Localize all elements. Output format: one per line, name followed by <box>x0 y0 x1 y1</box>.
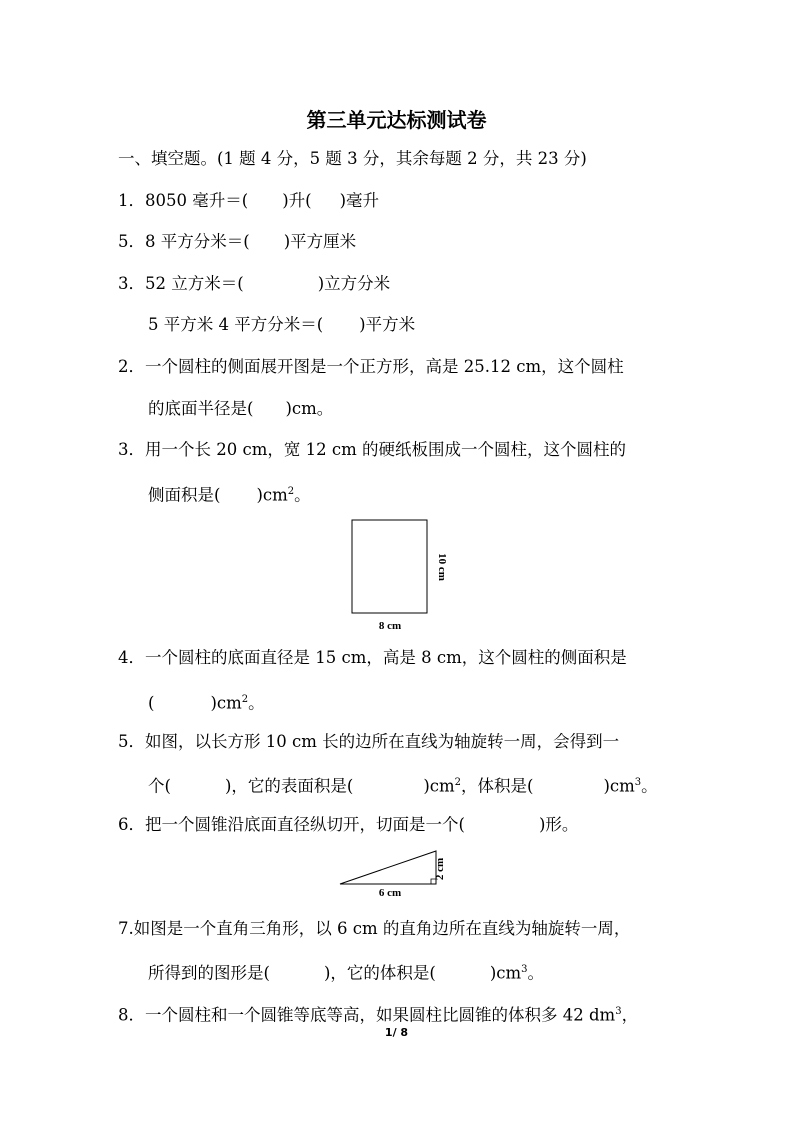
question-1-line-1: 1．8050 毫升＝( )升( )毫升 <box>118 191 379 210</box>
question-4-line-2: ( )$cm^2$。 <box>148 693 265 713</box>
question-8-line-1: 8．一个圆柱和一个圆锥等底等高，如果圆柱比圆锥的体积多 42 $dm^3$， <box>118 1005 639 1025</box>
question-1-line-2: 5．8 平方分米＝( )平方厘米 <box>118 232 357 251</box>
question-number: 5． <box>118 232 145 251</box>
question-1-line-3: 3．52 立方米＝( )立方分米 <box>118 274 391 293</box>
section-heading: 一、填空题。(1 题 4 分，5 题 3 分，其余每题 2 分，共 23 分) <box>118 149 587 168</box>
question-number: 3． <box>118 274 145 293</box>
question-4-line-1: 4．一个圆柱的底面直径是 15 cm，高是 8 cm，这个圆柱的侧面积是 <box>118 648 627 667</box>
rectangle-width-label: 8 cm <box>378 620 402 632</box>
question-1-line-4: 5 平方米 4 平方分米＝( )平方米 <box>148 315 416 334</box>
page-number: 1/ 8 <box>384 1026 409 1039</box>
right-triangle-figure <box>338 848 458 900</box>
question-2-line-2: 的底面半径是( )cm。 <box>148 399 334 418</box>
triangle-height-label: 2 cm <box>434 857 446 881</box>
question-number: 5． <box>118 732 145 751</box>
question-number: 7. <box>118 919 134 938</box>
question-7-line-2: 所得到的图形是( )，它的体积是( )$cm^3$。 <box>148 963 545 983</box>
question-number: 3． <box>118 440 145 459</box>
question-6: 6．把一个圆锥沿底面直径纵切开，切面是一个( )形。 <box>118 815 579 834</box>
question-3-line-1: 3．用一个长 20 cm，宽 12 cm 的硬纸板围成一个圆柱，这个圆柱的 <box>118 440 626 459</box>
question-5-line-2: 个( )，它的表面积是( )$cm^2$，体积是( )$cm^3$。 <box>148 776 658 796</box>
question-number: 4． <box>118 648 145 667</box>
question-number: 8． <box>118 1005 145 1025</box>
rectangle-figure <box>340 515 460 635</box>
question-3-line-2: 侧面积是( )$cm^2$。 <box>148 485 311 505</box>
question-7-line-1: 7.如图是一个直角三角形，以 6 cm 的直角边所在直线为轴旋转一周， <box>118 919 631 938</box>
triangle-shape <box>340 851 436 884</box>
rectangle-shape <box>352 520 427 613</box>
question-5-line-1: 5．如图，以长方形 10 cm 长的边所在直线为轴旋转一周，会得到一 <box>118 732 620 751</box>
question-number: 2． <box>118 357 145 376</box>
page-title: 第三单元达标测试卷 <box>306 108 487 132</box>
question-number: 1． <box>118 191 145 210</box>
question-2-line-1: 2．一个圆柱的侧面展开图是一个正方形，高是 25.12 cm，这个圆柱 <box>118 357 624 376</box>
question-number: 6． <box>118 815 145 834</box>
rectangle-height-label: 10 cm <box>436 553 448 581</box>
triangle-base-label: 6 cm <box>378 887 402 899</box>
